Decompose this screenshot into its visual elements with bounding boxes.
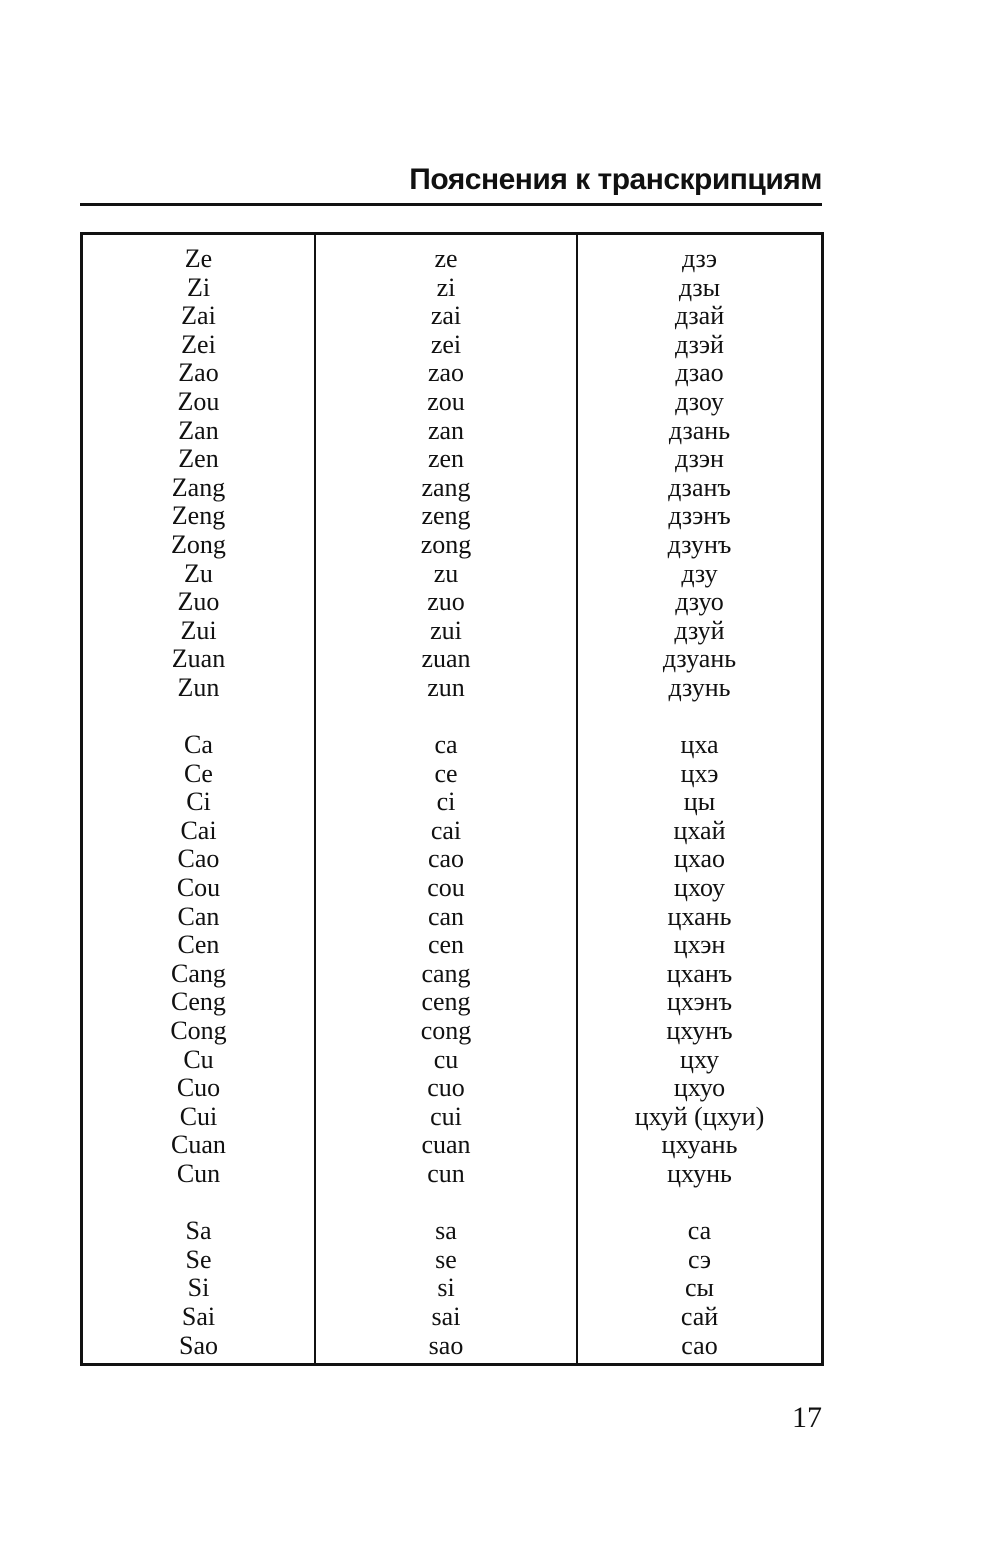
russian-transcription-cell: дзань [668, 415, 731, 445]
pinyin-capitalized-cell: Zan [178, 415, 219, 445]
page-number: 17 [792, 1401, 822, 1434]
pinyin-capitalized-cell: Sai [181, 1301, 216, 1331]
russian-transcription-cell: дзэй [675, 329, 724, 359]
pinyin-capitalized-cell: Cu [183, 1044, 214, 1074]
pinyin-capitalized-cell: Zong [171, 529, 226, 559]
pinyin-capitalized-cell: Cuo [176, 1073, 221, 1103]
russian-transcription-cell: цху [680, 1044, 719, 1074]
group-spacer [578, 1189, 821, 1218]
pinyin-capitalized-cell: Zen [178, 444, 219, 474]
pinyin-lowercase-cell: zou [427, 386, 465, 416]
pinyin-lowercase-cell: zuo [427, 587, 465, 617]
pinyin-capitalized-cell: Zui [180, 615, 217, 645]
russian-transcription-cell: цхэ [680, 758, 719, 788]
russian-transcription-cell: цхоу [674, 873, 725, 903]
pinyin-capitalized-cell: Zu [184, 558, 213, 588]
pinyin-lowercase-cell: zuan [421, 644, 471, 674]
pinyin-capitalized-cell: Sa [185, 1216, 212, 1246]
pinyin-capitalized-cell: Zou [177, 386, 220, 416]
pinyin-lowercase-cell: zeng [421, 501, 471, 531]
russian-transcription-cell: дзуань [662, 644, 737, 674]
russian-transcription-cell: дзао [675, 358, 724, 388]
russian-transcription-cell: дзэ [682, 244, 717, 273]
group-spacer [83, 1189, 314, 1218]
pinyin-lowercase-cell: can [427, 901, 465, 931]
pinyin-lowercase-cell: sai [431, 1301, 461, 1331]
pinyin-lowercase-cell: ce [434, 758, 458, 788]
pinyin-lowercase-cell: sao [428, 1330, 464, 1360]
pinyin-lowercase-cell: cun [427, 1159, 465, 1188]
pinyin-capitalized-cell: Ze [184, 244, 213, 273]
russian-transcription-cell: цхань [667, 901, 732, 931]
pinyin-capitalized-cell: Zuan [171, 644, 226, 674]
transcription-table [80, 232, 824, 1366]
pinyin-lowercase-cell: cao [427, 844, 465, 874]
pinyin-capitalized-column [83, 245, 314, 1360]
pinyin-lowercase-cell: si [437, 1273, 455, 1303]
russian-transcription-cell: дзунь [668, 672, 731, 702]
pinyin-lowercase-cell: se [435, 1244, 457, 1274]
russian-transcription-cell: сао [681, 1330, 718, 1360]
russian-transcription-cell: дзай [674, 301, 725, 331]
russian-transcription-cell: цы [683, 787, 716, 817]
pinyin-capitalized-cell: Zang [171, 472, 226, 502]
pinyin-lowercase-cell: zu [433, 558, 459, 588]
pinyin-lowercase-cell: cai [430, 815, 462, 845]
pinyin-lowercase-cell: zao [427, 358, 465, 388]
russian-transcription-cell: цхэн [673, 930, 726, 960]
pinyin-capitalized-cell: Se [185, 1244, 212, 1274]
pinyin-capitalized-cell: Cen [177, 930, 220, 960]
group-spacer [316, 703, 576, 732]
russian-transcription-cell: цхуй (цхуи) [634, 1101, 765, 1131]
pinyin-lowercase-cell: ca [434, 730, 458, 760]
russian-transcription-cell: дзэн [675, 444, 724, 474]
running-head: Пояснения к транскрипциям [409, 163, 822, 196]
russian-transcription-cell: цханъ [666, 958, 733, 988]
group-spacer [578, 703, 821, 732]
pinyin-capitalized-cell: Zai [181, 301, 216, 331]
pinyin-capitalized-cell: Zuo [177, 587, 220, 617]
russian-transcription-cell: дзунъ [667, 529, 732, 559]
pinyin-capitalized-cell: Zi [186, 272, 211, 302]
pinyin-capitalized-cell: Cong [170, 1016, 227, 1046]
pinyin-capitalized-cell: Zun [177, 672, 220, 702]
russian-transcription-cell: цхэнъ [666, 987, 733, 1017]
russian-transcription-cell: цхунь [667, 1159, 732, 1188]
pinyin-lowercase-cell: zen [427, 444, 465, 474]
pinyin-lowercase-cell: cuo [427, 1073, 465, 1103]
russian-transcription-cell: цхуань [661, 1130, 738, 1160]
pinyin-lowercase-cell: zai [430, 301, 462, 331]
russian-transcription-cell: цхао [673, 844, 726, 874]
russian-transcription-cell: цха [680, 730, 719, 760]
pinyin-lowercase-column [316, 245, 576, 1360]
pinyin-capitalized-cell: Ca [184, 730, 213, 760]
pinyin-lowercase-cell: ze [434, 244, 458, 273]
pinyin-capitalized-cell: Si [187, 1273, 210, 1303]
russian-transcription-column [578, 245, 821, 1360]
pinyin-capitalized-cell: Zei [181, 329, 216, 359]
russian-transcription-cell: цхай [673, 815, 726, 845]
russian-transcription-cell: сэ [687, 1244, 712, 1274]
group-spacer [316, 1189, 576, 1218]
pinyin-capitalized-cell: Cang [171, 958, 226, 988]
russian-transcription-cell: цхуо [673, 1073, 726, 1103]
pinyin-lowercase-cell: cuan [421, 1130, 471, 1160]
russian-transcription-cell: дзанъ [668, 472, 731, 502]
pinyin-capitalized-cell: Ce [184, 758, 213, 788]
group-spacer [83, 703, 314, 732]
pinyin-lowercase-cell: zun [427, 672, 465, 702]
pinyin-capitalized-cell: Ci [186, 787, 211, 817]
pinyin-capitalized-cell: Ceng [171, 987, 226, 1017]
russian-transcription-cell: дзэнъ [668, 501, 731, 531]
pinyin-lowercase-cell: cen [427, 930, 465, 960]
pinyin-lowercase-cell: zei [430, 329, 462, 359]
pinyin-capitalized-cell: Sao [179, 1330, 218, 1360]
pinyin-lowercase-cell: zi [436, 272, 456, 302]
pinyin-lowercase-cell: zui [430, 615, 462, 645]
pinyin-lowercase-cell: ci [436, 787, 456, 817]
pinyin-lowercase-cell: cu [433, 1044, 459, 1074]
russian-transcription-cell: дзуй [674, 615, 725, 645]
pinyin-lowercase-cell: cang [421, 958, 471, 988]
pinyin-lowercase-cell: zang [421, 472, 471, 502]
pinyin-lowercase-cell: zan [427, 415, 465, 445]
pinyin-capitalized-cell: Zao [178, 358, 219, 388]
pinyin-capitalized-cell: Cuan [171, 1130, 226, 1160]
russian-transcription-cell: сы [684, 1273, 714, 1303]
pinyin-lowercase-cell: cui [430, 1101, 462, 1131]
pinyin-lowercase-cell: ceng [421, 987, 471, 1017]
pinyin-capitalized-cell: Cai [180, 815, 217, 845]
russian-transcription-cell: дзы [678, 272, 721, 302]
russian-transcription-cell: дзуо [675, 587, 724, 617]
pinyin-capitalized-cell: Cun [176, 1159, 221, 1188]
pinyin-capitalized-cell: Can [177, 901, 220, 931]
russian-transcription-cell: са [687, 1216, 712, 1246]
russian-transcription-cell: цхунъ [666, 1016, 733, 1046]
russian-transcription-cell: дзоу [675, 386, 724, 416]
pinyin-lowercase-cell: sa [435, 1216, 457, 1246]
russian-transcription-cell: дзу [681, 558, 718, 588]
pinyin-lowercase-cell: zong [420, 529, 472, 559]
pinyin-capitalized-cell: Zeng [171, 501, 226, 531]
header-rule [80, 203, 822, 206]
pinyin-lowercase-cell: cou [427, 873, 465, 903]
pinyin-capitalized-cell: Cui [179, 1101, 218, 1131]
pinyin-lowercase-cell: cong [420, 1016, 472, 1046]
russian-transcription-cell: сай [680, 1301, 719, 1331]
pinyin-capitalized-cell: Cao [177, 844, 220, 874]
pinyin-capitalized-cell: Cou [176, 873, 221, 903]
